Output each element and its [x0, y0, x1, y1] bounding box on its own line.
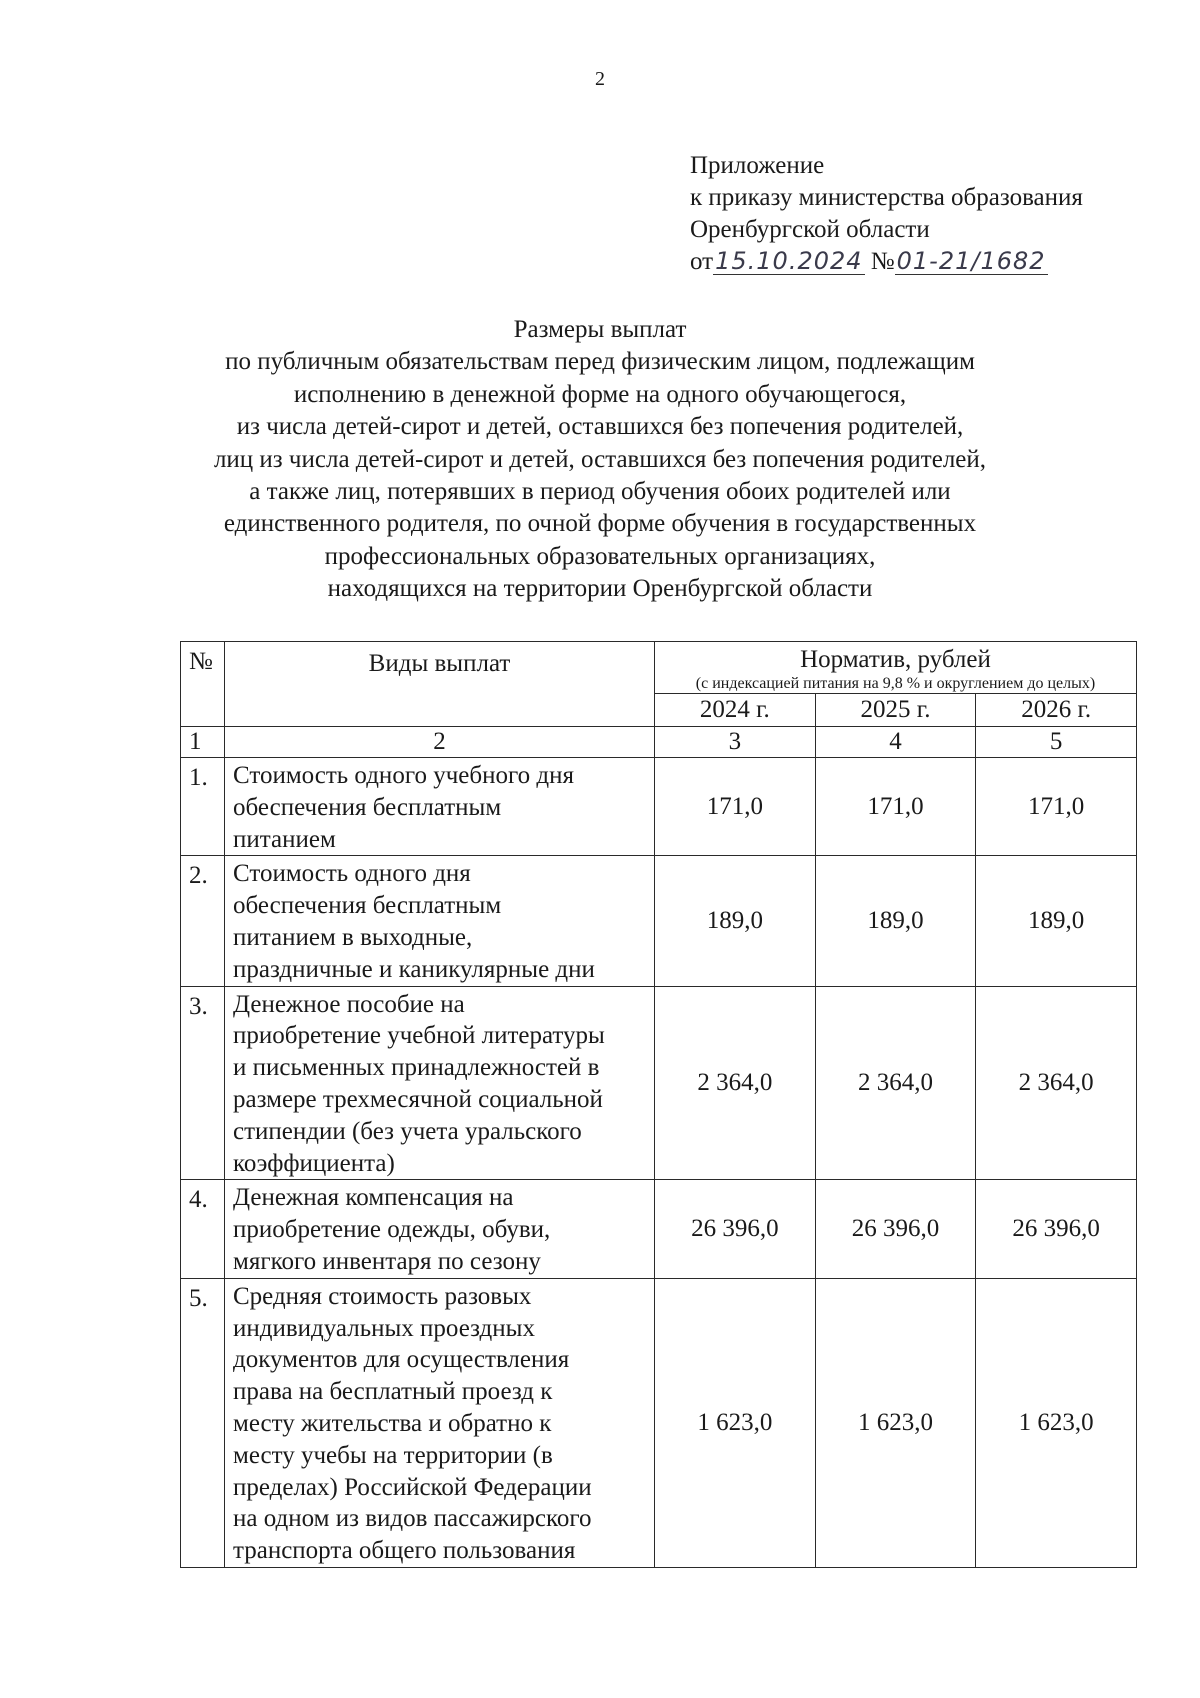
- title-line: Размеры выплат: [513, 316, 687, 343]
- payment-name-line: и письменных принадлежностей в: [233, 1054, 600, 1082]
- column-index: 5: [976, 727, 1137, 758]
- payment-name: [225, 758, 655, 856]
- appendix-block: [690, 150, 1083, 278]
- title-line: из числа детей-сирот и детей, оставшихся без попечения родителей,: [236, 413, 964, 441]
- payment-name-line: мягкого инвентаря по сезону: [233, 1247, 541, 1275]
- value-2024: 1 623,0: [655, 1278, 816, 1567]
- header-norm-title: Норматив, рублей: [800, 646, 991, 673]
- title-line: по публичным обязательствам перед физическим лицом, подлежащим: [225, 348, 975, 376]
- value-2024: 171,0: [655, 758, 816, 856]
- payment-name-line: коэффициента): [233, 1149, 395, 1177]
- value-2026: 26 396,0: [976, 1180, 1137, 1278]
- payment-name-line: приобретение одежды, обуви,: [233, 1216, 551, 1244]
- header-norm: [655, 642, 1137, 694]
- column-index: 3: [655, 727, 816, 758]
- value-2026: 2 364,0: [976, 986, 1137, 1180]
- value-2025: 189,0: [815, 856, 976, 986]
- header-number: №: [181, 642, 225, 727]
- payment-name-line: приобретение учебной литературы: [233, 1022, 605, 1050]
- payment-name-line: месту учебы на территории (в: [233, 1441, 553, 1469]
- title-line: находящихся на территории Оренбургской области: [327, 575, 873, 603]
- payment-name-line: Стоимость одного дня: [233, 860, 471, 888]
- value-2025: 171,0: [815, 758, 976, 856]
- column-index-row: [181, 727, 1137, 758]
- payment-name-line: обеспечения бесплатным: [233, 793, 502, 821]
- column-index: 2: [225, 727, 655, 758]
- payment-name-line: стипендии (без учета уральского: [233, 1117, 582, 1145]
- payments-table: [180, 641, 1137, 1568]
- row-number: 4.: [181, 1180, 225, 1278]
- payment-name: [225, 986, 655, 1180]
- payment-name-line: праздничные и каникулярные дни: [233, 955, 595, 983]
- table-row: [181, 758, 1137, 856]
- title-line: исполнению в денежной форме на одного обучающегося,: [293, 380, 907, 408]
- payment-name-line: Денежная компенсация на: [233, 1184, 514, 1212]
- number-prefix: №: [870, 248, 895, 275]
- payment-name-line: Денежное пособие на: [233, 990, 465, 1018]
- payment-name-line: питанием: [233, 825, 336, 853]
- row-number: 3.: [181, 986, 225, 1180]
- payment-name-line: обеспечения бесплатным: [233, 892, 502, 920]
- order-number-handwritten: 01-21/1682: [896, 247, 1046, 275]
- table-row: [181, 986, 1137, 1180]
- appendix-date-number: [690, 246, 1083, 278]
- table-header-row: [181, 642, 1137, 694]
- payment-name-line: на одном из видов пассажирского: [233, 1505, 592, 1533]
- payment-name-line: индивидуальных проездных: [233, 1314, 535, 1342]
- payment-name-line: Средняя стоимость разовых: [233, 1282, 532, 1310]
- header-payment-type: Виды выплат: [225, 642, 655, 727]
- payment-name-line: Стоимость одного учебного дня: [233, 762, 574, 789]
- value-2026: 171,0: [976, 758, 1137, 856]
- value-2024: 26 396,0: [655, 1180, 816, 1278]
- header-norm-note: (с индексацией питания на 9,8 % и округлением до целых): [695, 675, 1096, 692]
- row-number: 5.: [181, 1278, 225, 1567]
- header-year: 2026 г.: [976, 694, 1137, 727]
- title-line: лиц из числа детей-сирот и детей, оставшихся без попечения родителей,: [213, 445, 987, 473]
- title-line: а также лиц, потерявших в период обучения обоих родителей или: [249, 478, 951, 506]
- appendix-title: Приложение: [690, 152, 825, 179]
- document-title: [0, 314, 1200, 606]
- header-year: 2025 г.: [815, 694, 976, 727]
- row-number: 1.: [181, 758, 225, 856]
- payment-name-line: питанием в выходные,: [233, 923, 473, 951]
- table-row: [181, 856, 1137, 986]
- column-index: 1: [181, 727, 225, 758]
- value-2024: 189,0: [655, 856, 816, 986]
- payment-name-line: пределах) Российской Федерации: [233, 1473, 592, 1501]
- header-year: 2024 г.: [655, 694, 816, 727]
- table-row: [181, 1278, 1137, 1567]
- date-prefix: от: [690, 248, 714, 275]
- payment-name-line: размере трехмесячной социальной: [233, 1085, 603, 1113]
- payment-name: [225, 856, 655, 986]
- value-2025: 1 623,0: [815, 1278, 976, 1567]
- row-number: 2.: [181, 856, 225, 986]
- value-2026: 189,0: [976, 856, 1137, 986]
- value-2024: 2 364,0: [655, 986, 816, 1180]
- appendix-region: Оренбургской области: [690, 216, 930, 243]
- value-2025: 26 396,0: [815, 1180, 976, 1278]
- appendix-order-ref: к приказу министерства образования: [690, 184, 1083, 211]
- column-index: 4: [815, 727, 976, 758]
- title-line: профессиональных образовательных организациях,: [324, 542, 876, 570]
- payment-name-line: транспорта общего пользования: [233, 1537, 576, 1565]
- payment-name-line: месту жительства и обратно к: [233, 1409, 552, 1437]
- value-2026: 1 623,0: [976, 1278, 1137, 1567]
- payment-name: [225, 1180, 655, 1278]
- payment-name-line: документов для осуществления: [233, 1346, 570, 1374]
- value-2025: 2 364,0: [815, 986, 976, 1180]
- page-number: 2: [595, 68, 605, 90]
- order-date-handwritten: 15.10.2024: [715, 247, 863, 275]
- title-line: единственного родителя, по очной форме обучения в государственных: [223, 510, 977, 538]
- payment-name-line: права на бесплатный проезд к: [233, 1378, 553, 1406]
- table-row: [181, 1180, 1137, 1278]
- payment-name: [225, 1278, 655, 1567]
